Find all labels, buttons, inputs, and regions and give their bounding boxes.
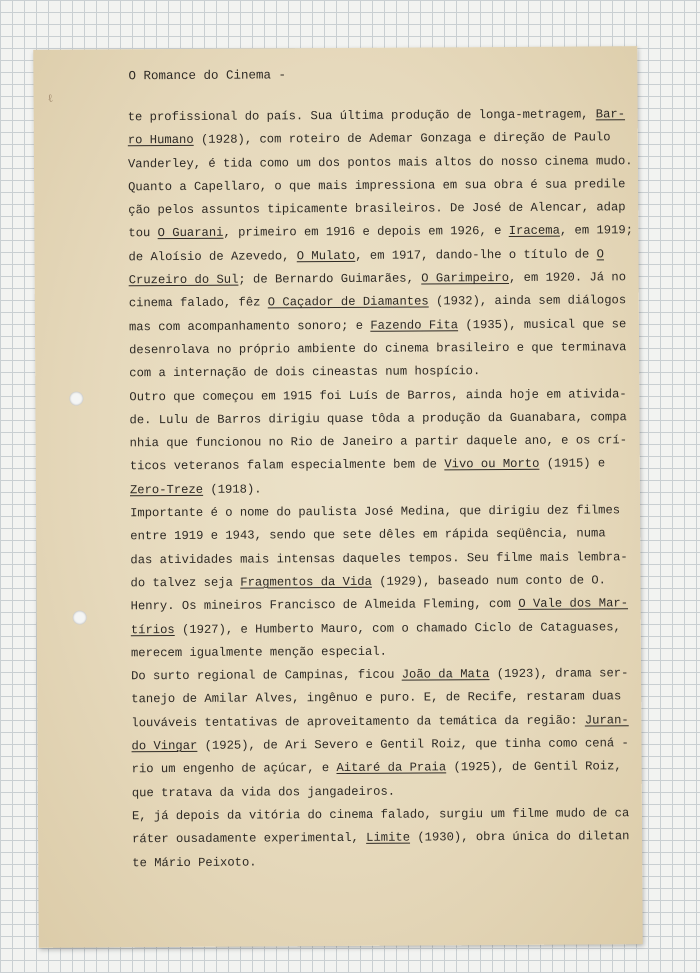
underlined-title: Juran- [584,712,629,728]
text-line [132,825,632,851]
text-segment: (1932), ainda sem diálogos [428,293,627,309]
underlined-title: Aitaré da Praia [336,760,447,776]
text-segment: (1915) e [539,456,606,472]
underlined-title: ro Humano [127,133,194,148]
text-segment: do talvez seja [130,575,241,591]
text-segment: com a internação de dois cineastas num hospício. [129,364,481,381]
text-line [131,686,631,712]
underlined-title: Zero-Treze [129,482,204,498]
underlined-title: Limite [366,830,411,846]
text-line [131,639,631,665]
text-segment: (1935), musical que se [458,316,627,332]
text-line [130,429,630,455]
text-segment: ticos veteranos falam especialmente bem de [129,457,445,474]
document-page [33,46,642,948]
page-header: O Romance do Cinema - [128,68,286,84]
text-segment: (1923), drama ser- [489,666,629,682]
text-line [130,499,630,525]
text-segment: das atividades mais intensas daqueles tempos. Seu filme mais lembra- [130,549,628,567]
text-segment: E, já depois da vitória do cinema falado, surgiu um filme mudo de ca [131,806,630,824]
text-line [130,453,630,479]
text-line [128,220,634,246]
text-segment: Importante é o nome do paulista José Medina, que dirigiu dez filmes [130,503,621,521]
text-segment: que tratava da vida dos jangadeiros. [131,784,396,800]
text-line [129,266,629,292]
underlined-title: Fazendo Fita [370,317,459,333]
text-segment: de. Lulu de Barros dirigiu quase tôda a produção da Guanabara, compa [129,410,627,428]
margin-pencil-mark: ℓ [46,91,54,106]
text-line [131,592,631,618]
text-segment: (1930), obra única do diletan [409,829,630,845]
text-segment: (1929), baseado num conto de O. [371,573,606,589]
text-line [131,709,631,735]
text-line [130,476,630,502]
text-line [130,523,630,549]
text-line [131,616,631,642]
text-segment: (1925), de Ari Severo e Gentil Roiz, que tinha como cená - [197,736,629,753]
text-segment: desenrolava no próprio ambiente do cinema brasileiro e que terminava [129,340,627,358]
text-segment: Outro que começou em 1915 foi Luís de Barros, ainda hoje em ativida- [129,386,627,404]
text-segment: Quanto a Capellaro, o que mais impressiona em sua obra é sua predile [128,177,626,195]
text-line [129,359,629,385]
text-segment: , em 1920. Já no [508,270,627,286]
typed-body-text [128,103,633,875]
underlined-title: do Vingar [131,738,198,754]
text-line [128,173,628,199]
text-segment: Henry. Os mineiros Francisco de Almeida Fleming, com [130,597,519,614]
underlined-title: O [596,247,604,262]
text-segment: ; de Bernardo Guimarães, [238,271,422,287]
text-line [131,662,631,688]
text-segment: (1928), com roteiro de Ademar Gonzaga e direção de Paulo [193,130,611,148]
text-line [128,103,628,129]
text-segment: (1927), e Humberto Mauro, com o chamado Ciclo de Cataguases, [174,619,621,637]
underlined-title: O Vale dos Mar- [518,596,629,612]
text-segment: cinema falado, fêz [128,295,268,311]
text-segment: ção pelos assuntos tipicamente brasileiros. De José de Alencar, adap [128,200,626,218]
text-line [130,546,630,572]
text-line [131,732,631,758]
text-line [130,569,630,595]
underlined-title: Cruzeiro do Sul [128,272,239,288]
text-segment: Vanderley, é tida como um dos pontos mais altos do nosso cinema mudo. [127,153,633,171]
underlined-title: Iracema [508,224,560,239]
text-segment: entre 1919 e 1943, sendo que sete dêles em rápida seqüência, numa [130,526,606,544]
text-line [132,802,632,828]
text-segment: de Aloísio de Azevedo, [128,249,297,265]
text-line [128,243,628,269]
text-line [128,196,628,222]
underlined-title: Bar- [595,107,626,122]
text-segment: , em 1917, dando-lhe o título de [355,247,597,263]
text-line [129,406,629,432]
text-segment: , primeiro em 1916 e depois em 1926, e [223,224,509,241]
text-segment: ráter ousadamente experimental, [132,831,367,847]
text-segment: Do surto regional de Campinas, ficou [131,667,402,684]
text-segment: mas com acompanhamento sonoro; e [128,318,371,334]
underlined-title: O Mulato [296,248,356,264]
text-segment: louváveis tentativas de aproveitamento da temática da região: [131,713,585,730]
text-segment: (1918). [203,482,262,497]
underlined-title: Vivo ou Morto [444,457,540,472]
underlined-title: O Caçador de Diamantes [267,294,429,310]
text-segment: te Mário Peixoto. [132,855,257,870]
text-line [129,313,629,339]
text-segment: rio um engenho de açúcar, e [131,761,337,777]
text-line [129,336,629,362]
text-line [132,779,632,805]
text-segment: tou [128,226,158,241]
text-line [129,383,629,409]
underlined-title: João da Mata [401,667,490,682]
text-line [132,849,632,875]
punch-hole-top [69,392,83,406]
underlined-title: tírios [130,622,175,637]
text-segment: nhia que funcionou no Rio de Janeiro a partir daquele ano, e os crí- [129,433,628,451]
punch-hole-bottom [73,611,87,625]
text-segment: , em 1919; [559,223,634,239]
text-line [132,756,632,782]
text-line [128,127,628,153]
underlined-title: Fragmentos da Vida [240,574,372,590]
text-segment: te profissional do país. Sua última produção de longa-metragem, [127,107,596,125]
underlined-title: O Guarani [157,226,224,241]
text-segment: (1925), de Gentil Roiz, [446,759,622,775]
text-segment: merecem igualmente menção especial. [130,644,387,661]
text-line [127,150,633,176]
underlined-title: O Garimpeiro [421,271,510,286]
text-line [129,290,629,316]
text-segment: tanejo de Amilar Alves, ingênuo e puro. E, de Recife, restaram duas [131,689,622,707]
